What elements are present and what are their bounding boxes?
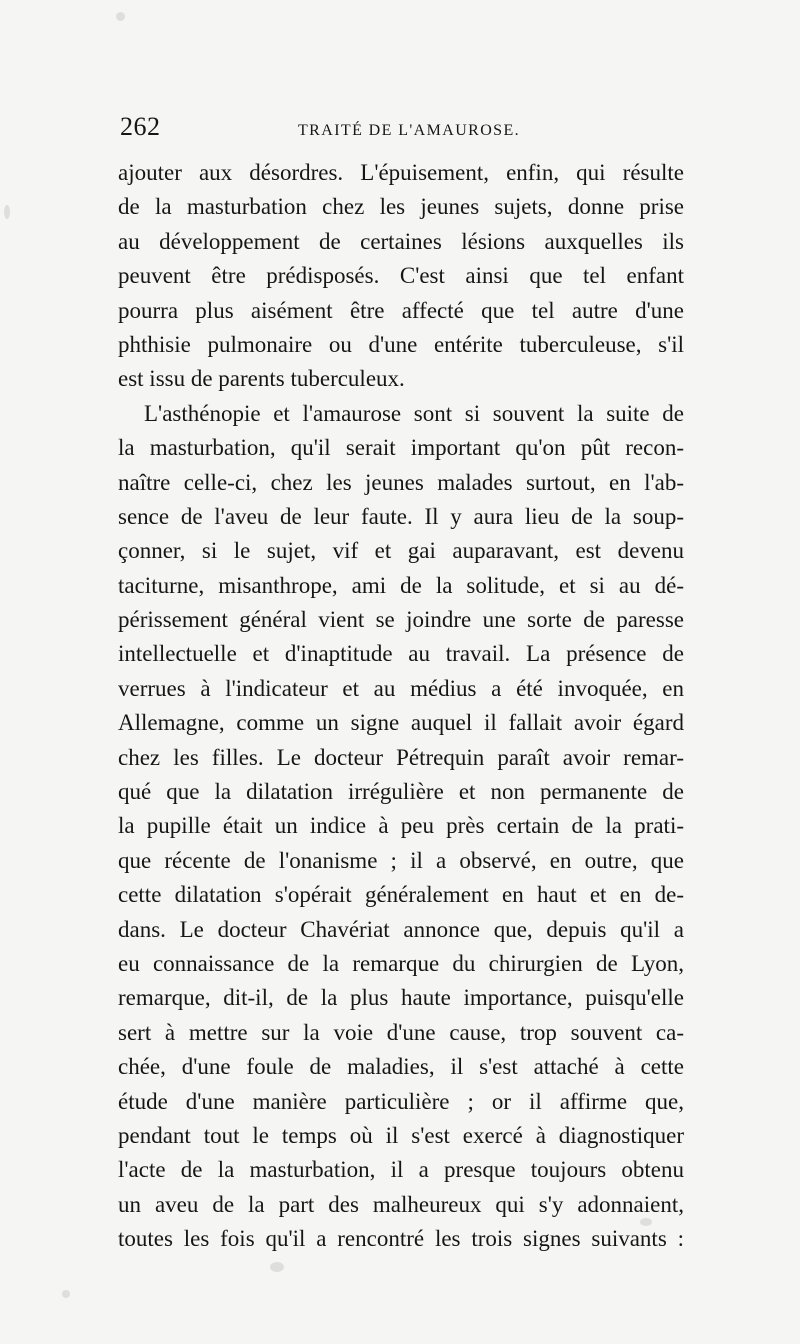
text-line: taciturne, misanthrope, ami de la solitude, et si au dé- (118, 572, 684, 598)
paragraph (118, 397, 684, 1257)
paper-speck (270, 1262, 284, 1272)
text-line: Allemagne, comme un signe auquel il fallait avoir égard (118, 710, 684, 736)
text-line: intellectuelle et d'inaptitude au travail. La présence de (118, 641, 684, 667)
text-line: étude d'une manière particulière ; or il affirme que, (118, 1088, 684, 1114)
text-line: périssement général vient se joindre une sorte de paresse (118, 607, 684, 633)
text-line: est issu de parents tuberculeux. (118, 366, 405, 392)
text-line: un aveu de la part des malheureux qui s'y adonnaient, (118, 1191, 684, 1217)
body-text (118, 156, 684, 1257)
running-title: TRAITÉ DE L'AMAUROSE. (298, 122, 521, 139)
text-line: chez les filles. Le docteur Pétrequin paraît avoir remar- (118, 744, 684, 770)
text-line: çonner, si le sujet, vif et gai auparavant, est devenu (118, 538, 684, 564)
text-line: naître celle-ci, chez les jeunes malades surtout, en l'ab- (118, 469, 684, 495)
text-line: cette dilatation s'opérait généralement en haut et en de- (118, 882, 684, 908)
text-line: verrues à l'indicateur et au médius a été invoquée, en (118, 675, 684, 701)
text-line: au développement de certaines lésions auxquelles ils (118, 228, 684, 254)
text-line: la pupille était un indice à peu près certain de la prati- (118, 813, 684, 839)
text-line: pendant tout le temps où il s'est exercé à diagnostiquer (118, 1122, 684, 1148)
text-line: L'asthénopie et l'amaurose sont si souvent la suite de (144, 400, 684, 426)
text-line: que récente de l'onanisme ; il a observé, en outre, que (118, 847, 684, 873)
paper-speck (4, 205, 10, 219)
text-line: dans. Le docteur Chavériat annonce que, depuis qu'il a (118, 916, 684, 942)
paper-speck (62, 1290, 70, 1298)
paragraph (118, 156, 684, 397)
text-line: pourra plus aisément être affecté que tel autre d'une (118, 297, 684, 323)
text-line: eu connaissance de la remarque du chirurgien de Lyon, (118, 950, 684, 976)
text-line: l'acte de la masturbation, il a presque toujours obtenu (118, 1157, 684, 1183)
text-line: remarque, dit-il, de la plus haute importance, puisqu'elle (118, 985, 684, 1011)
text-line: phthisie pulmonaire ou d'une entérite tuberculeuse, s'il (118, 331, 684, 357)
text-line: de la masturbation chez les jeunes sujets, donne prise (118, 194, 684, 220)
text-line: ajouter aux désordres. L'épuisement, enfin, qui résulte (118, 160, 684, 185)
text-line: toutes les fois qu'il a rencontré les trois signes suivants : (118, 1226, 684, 1252)
page-number: 262 (120, 112, 161, 141)
text-line: la masturbation, qu'il serait important qu'on pût recon- (118, 435, 684, 461)
text-line: sert à mettre sur la voie d'une cause, trop souvent ca- (118, 1019, 684, 1045)
running-head (118, 112, 688, 152)
text-line: qué que la dilatation irrégulière et non permanente de (118, 779, 684, 805)
paper-speck (116, 12, 125, 21)
text-line: sence de l'aveu de leur faute. Il y aura lieu de la soup- (118, 503, 684, 529)
text-line: peuvent être prédisposés. C'est ainsi que tel enfant (118, 263, 684, 289)
text-line: chée, d'une foule de maladies, il s'est attaché à cette (118, 1054, 684, 1080)
